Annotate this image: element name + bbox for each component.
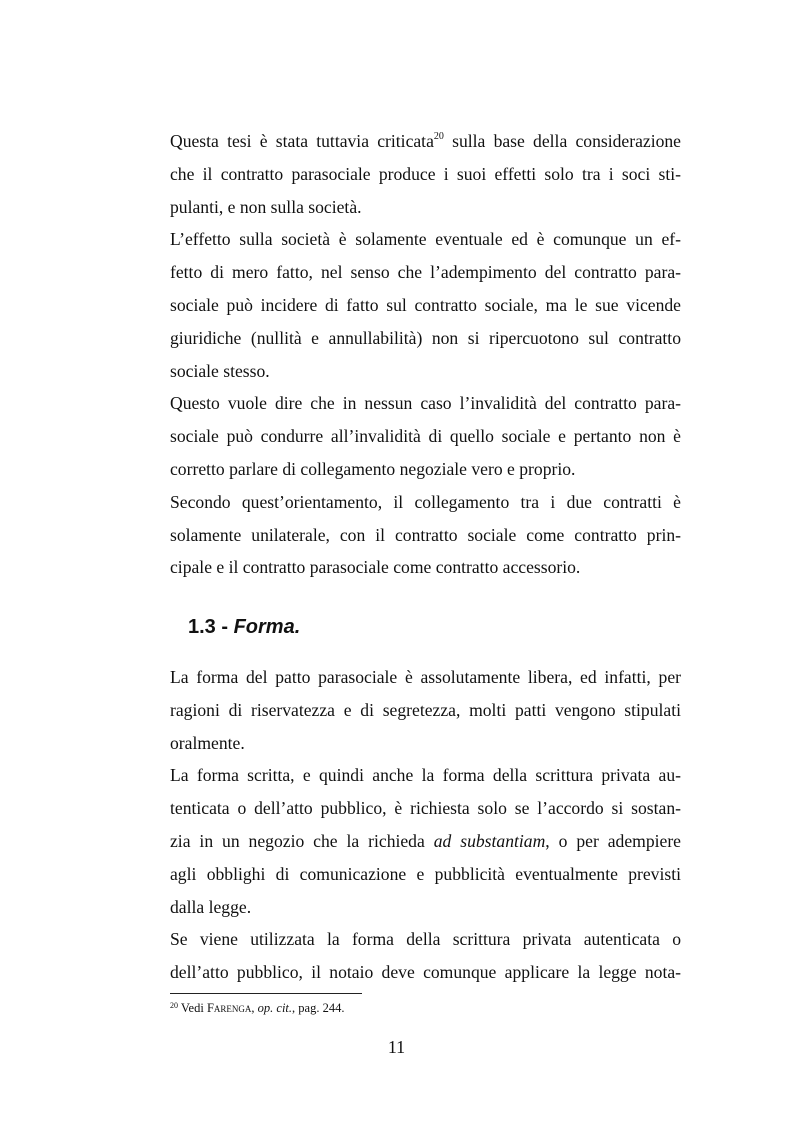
text-line: solamente unilaterale, con il contratto sociale come contratto prin- — [170, 524, 681, 545]
text-line: Secondo quest’orientamento, il collegamento tra i due contratti è — [170, 491, 681, 512]
footnote-citation: op. cit. — [257, 1001, 293, 1015]
italic-term: ad substantiam — [433, 830, 546, 851]
text-line: La forma scritta, e quindi anche la forma della scrittura privata au- — [170, 765, 681, 786]
text-line: fetto di mero fatto, nel senso che l’adempimento del contratto para- — [170, 262, 681, 283]
page-number: 11 — [387, 1037, 406, 1057]
footnote-ref: 20 — [433, 131, 444, 142]
text-line — [170, 125, 681, 158]
text-span: sulla base della considerazione — [443, 131, 681, 151]
footnote — [170, 1000, 344, 1016]
text-line: dalla legge. — [170, 896, 252, 917]
text-line: sociale può incidere di fatto sul contratto sociale, ma le sue vicende — [170, 294, 681, 315]
text-line: L’effetto sulla società è solamente eventuale ed è comunque un ef- — [170, 229, 681, 250]
text-line: Questo vuole dire che in nessun caso l’invalidità del contratto para- — [170, 393, 681, 414]
footnote-text: Vedi — [178, 1001, 207, 1015]
text-line: pulanti, e non sulla società. — [170, 196, 362, 217]
text-line: giuridiche (nullità e annullabilità) non si ripercuotono sul contratto — [170, 327, 681, 348]
text-line: corretto parlare di collegamento negoziale vero e proprio. — [170, 458, 576, 479]
paragraph-block-2 — [170, 661, 681, 989]
text-line: tenticata o dell’atto pubblico, è richiesta solo se l’accordo si sostan- — [170, 798, 681, 819]
text-span: , o per adempiere — [545, 830, 681, 851]
section-number: 1.3 - — [188, 616, 234, 638]
text-line — [170, 825, 681, 858]
section-heading — [188, 610, 300, 644]
footnote-divider — [170, 993, 362, 994]
text-span: zia in un negozio che la richieda — [170, 830, 434, 851]
footnote-text: , pag. 244. — [292, 1001, 345, 1015]
footnote-number: 20 — [170, 1001, 178, 1010]
text-line: ragioni di riservatezza e di segretezza, molti patti vengono stipulati — [170, 699, 681, 720]
text-line: dell’atto pubblico, il notaio deve comunque applicare la legge nota- — [170, 962, 681, 983]
text-line: sociale stesso. — [170, 360, 270, 381]
footnote-text: , — [251, 1001, 258, 1015]
text-line: oralmente. — [170, 732, 245, 753]
text-line: agli obblighi di comunicazione e pubblicità eventualmente previsti — [170, 863, 681, 884]
paragraph-block-1 — [170, 125, 681, 584]
text-line: Se viene utilizzata la forma della scrittura privata autenticata o — [170, 929, 681, 950]
text-line: cipale e il contratto parasociale come contratto accessorio. — [170, 557, 581, 578]
footnote-author: Farenga — [206, 1001, 252, 1015]
section-title: Forma. — [233, 616, 301, 638]
text-line: sociale può condurre all’invalidità di quello sociale e pertanto non è — [170, 426, 681, 447]
text-line: che il contratto parasociale produce i suoi effetti solo tra i soci sti- — [170, 163, 681, 184]
text-span: Questa tesi è stata tuttavia criticata — [170, 131, 434, 151]
text-line: La forma del patto parasociale è assolutamente libera, ed infatti, per — [170, 667, 681, 687]
